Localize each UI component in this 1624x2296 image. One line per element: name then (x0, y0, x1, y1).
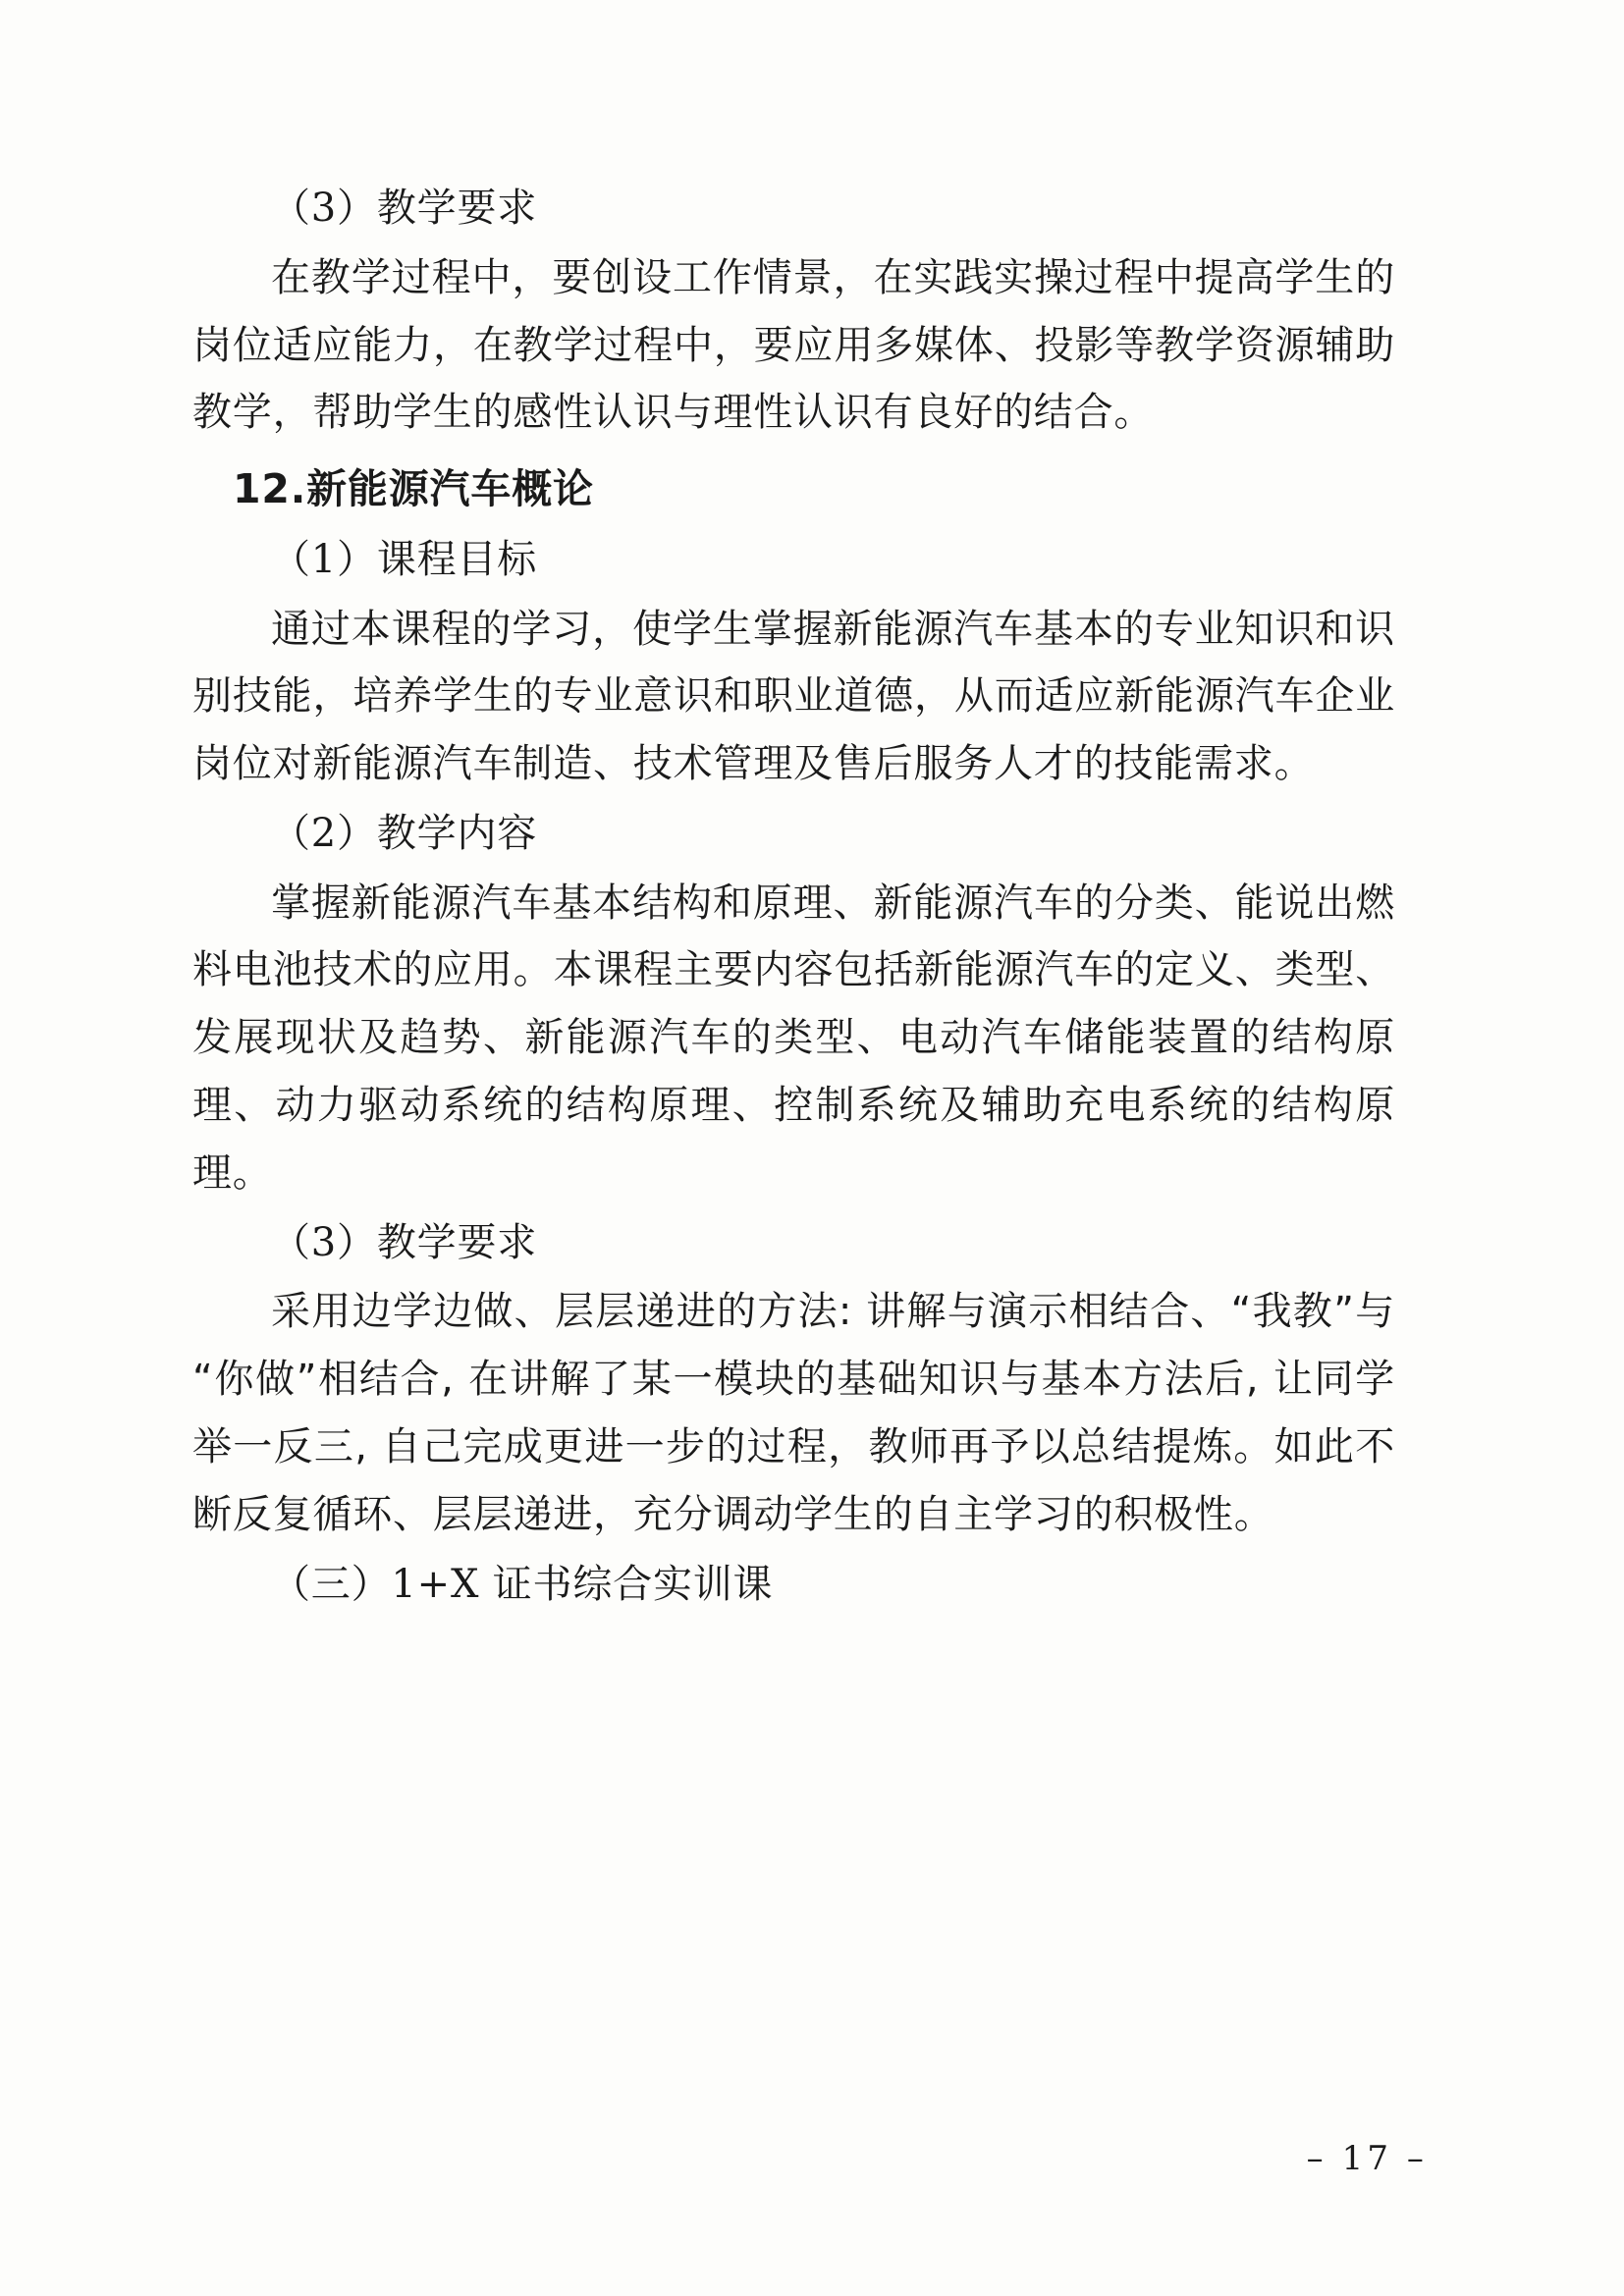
page-number: – 17 – (1306, 2139, 1428, 2178)
heading-new-energy-vehicle-intro: 12.新能源汽车概论 (233, 465, 594, 513)
section-label-course-objective: （1）课程目标 (271, 536, 538, 582)
section-label-teaching-requirement-2: （3）教学要求 (271, 1219, 538, 1265)
page-content (192, 175, 1395, 1620)
section-label-teaching-requirement-1: （3）教学要求 (271, 186, 538, 231)
paragraph-course-objective: 通过本课程的学习，使学生掌握新能源汽车基本的专业知识和识别技能，培养学生的专业意识和职业道德，从而适应新能源汽车企业岗位对新能源汽车制造、技术管理及售后服务人才的技能需求。 (192, 606, 1395, 787)
section-label-comprehensive-training-course: （三）1+X 证书综合实训课 (271, 1561, 774, 1607)
paragraph-teaching-requirement-2: 采用边学边做、层层递进的方法: 讲解与演示相结合、“我教”与“你做”相结合, 在讲解了某一模块的基础知识与基本方法后, 让同学举一反三, 自己完成更进一步的过程，教师再予以总结提炼。如此不断反复循环、层层递进，充分调动学生的自主学习的积极性。 (192, 1289, 1395, 1537)
paragraph-teaching-requirement-1: 在教学过程中，要创设工作情景，在实践实操过程中提高学生的岗位适应能力，在教学过程中，要应用多媒体、投影等教学资源辅助教学，帮助学生的感性认识与理性认识有良好的结合。 (192, 254, 1395, 436)
section-label-teaching-content: （2）教学内容 (271, 810, 538, 856)
paragraph-teaching-content: 掌握新能源汽车基本结构和原理、新能源汽车的分类、能说出燃料电池技术的应用。本课程主要内容包括新能源汽车的定义、类型、发展现状及趋势、新能源汽车的类型、电动汽车储能装置的结构原理、动力驱动系统的结构原理、控制系统及辅助充电系统的结构原理。 (192, 880, 1395, 1196)
